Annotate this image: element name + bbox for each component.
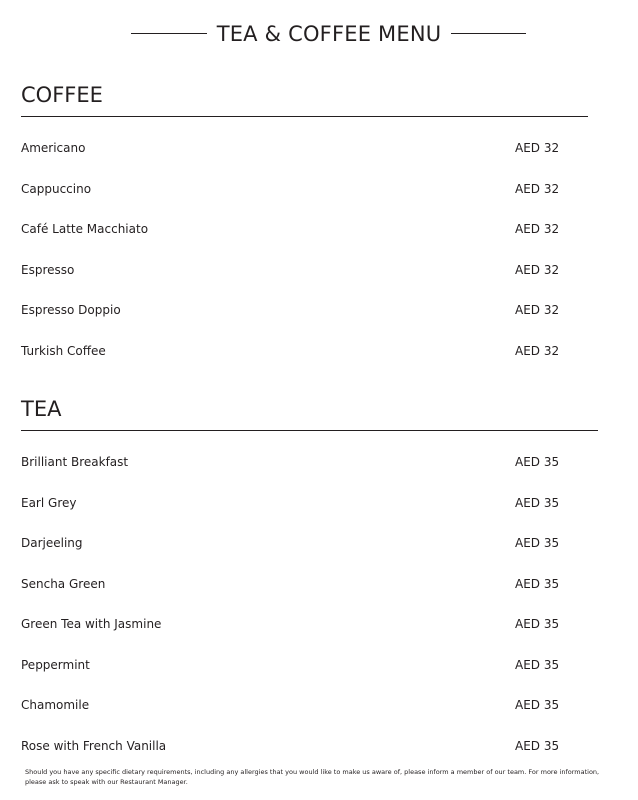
item-price: AED 32 bbox=[515, 303, 560, 317]
item-name: Espresso bbox=[21, 263, 75, 277]
coffee-section-title: COFFEE bbox=[21, 83, 103, 107]
item-price: AED 32 bbox=[515, 263, 560, 277]
item-price: AED 35 bbox=[515, 739, 560, 753]
item-price: AED 35 bbox=[515, 617, 560, 631]
menu-item-darjeeling bbox=[21, 533, 581, 553]
menu-item-rose-with-french-vanilla bbox=[21, 736, 581, 756]
menu-item-brilliant-breakfast bbox=[21, 452, 581, 472]
page-title: TEA & COFFEE MENU bbox=[216, 22, 442, 46]
item-name: Peppermint bbox=[21, 658, 90, 672]
item-price: AED 35 bbox=[515, 698, 560, 712]
item-name: Brilliant Breakfast bbox=[21, 455, 129, 469]
item-name: Cappuccino bbox=[21, 182, 92, 196]
item-name: Espresso Doppio bbox=[21, 303, 121, 317]
item-price: AED 35 bbox=[515, 455, 560, 469]
item-price: AED 32 bbox=[515, 182, 560, 196]
item-price: AED 35 bbox=[515, 577, 560, 591]
menu-item-cappuccino bbox=[21, 179, 581, 199]
item-name: Sencha Green bbox=[21, 577, 106, 591]
item-price: AED 35 bbox=[515, 536, 560, 550]
item-name: Americano bbox=[21, 141, 86, 155]
dietary-footnote: Should you have any specific dietary requirements, including any allergies that you would like to make us aware of, please inform a member of our team. For more information, please ask to speak with our Restaurant Manager. bbox=[25, 768, 600, 786]
item-price: AED 32 bbox=[515, 344, 560, 358]
menu-item-cafe-latte-macchiato bbox=[21, 219, 581, 239]
item-name: Café Latte Macchiato bbox=[21, 222, 149, 236]
coffee-section-rule bbox=[21, 116, 588, 117]
tea-section-title: TEA bbox=[21, 397, 62, 421]
item-name: Green Tea with Jasmine bbox=[21, 617, 162, 631]
title-left-rule bbox=[131, 33, 207, 34]
title-right-rule bbox=[451, 33, 526, 34]
item-name: Chamomile bbox=[21, 698, 90, 712]
item-name: Darjeeling bbox=[21, 536, 83, 550]
item-price: AED 32 bbox=[515, 222, 560, 236]
menu-header bbox=[0, 18, 638, 50]
menu-item-sencha-green bbox=[21, 574, 581, 594]
menu-item-green-tea-with-jasmine bbox=[21, 614, 581, 634]
item-price: AED 35 bbox=[515, 658, 560, 672]
tea-section-rule bbox=[21, 430, 598, 431]
menu-item-espresso bbox=[21, 260, 581, 280]
coffee-section-header bbox=[21, 82, 588, 117]
item-price: AED 32 bbox=[515, 141, 560, 155]
menu-item-chamomile bbox=[21, 695, 581, 715]
menu-item-earl-grey bbox=[21, 493, 581, 513]
menu-item-turkish-coffee bbox=[21, 341, 581, 361]
menu-item-espresso-doppio bbox=[21, 300, 581, 320]
item-price: AED 35 bbox=[515, 496, 560, 510]
item-name: Turkish Coffee bbox=[21, 344, 106, 358]
menu-item-peppermint bbox=[21, 655, 581, 675]
tea-section-header bbox=[21, 396, 598, 431]
menu-item-americano bbox=[21, 138, 581, 158]
item-name: Earl Grey bbox=[21, 496, 77, 510]
item-name: Rose with French Vanilla bbox=[21, 739, 167, 753]
